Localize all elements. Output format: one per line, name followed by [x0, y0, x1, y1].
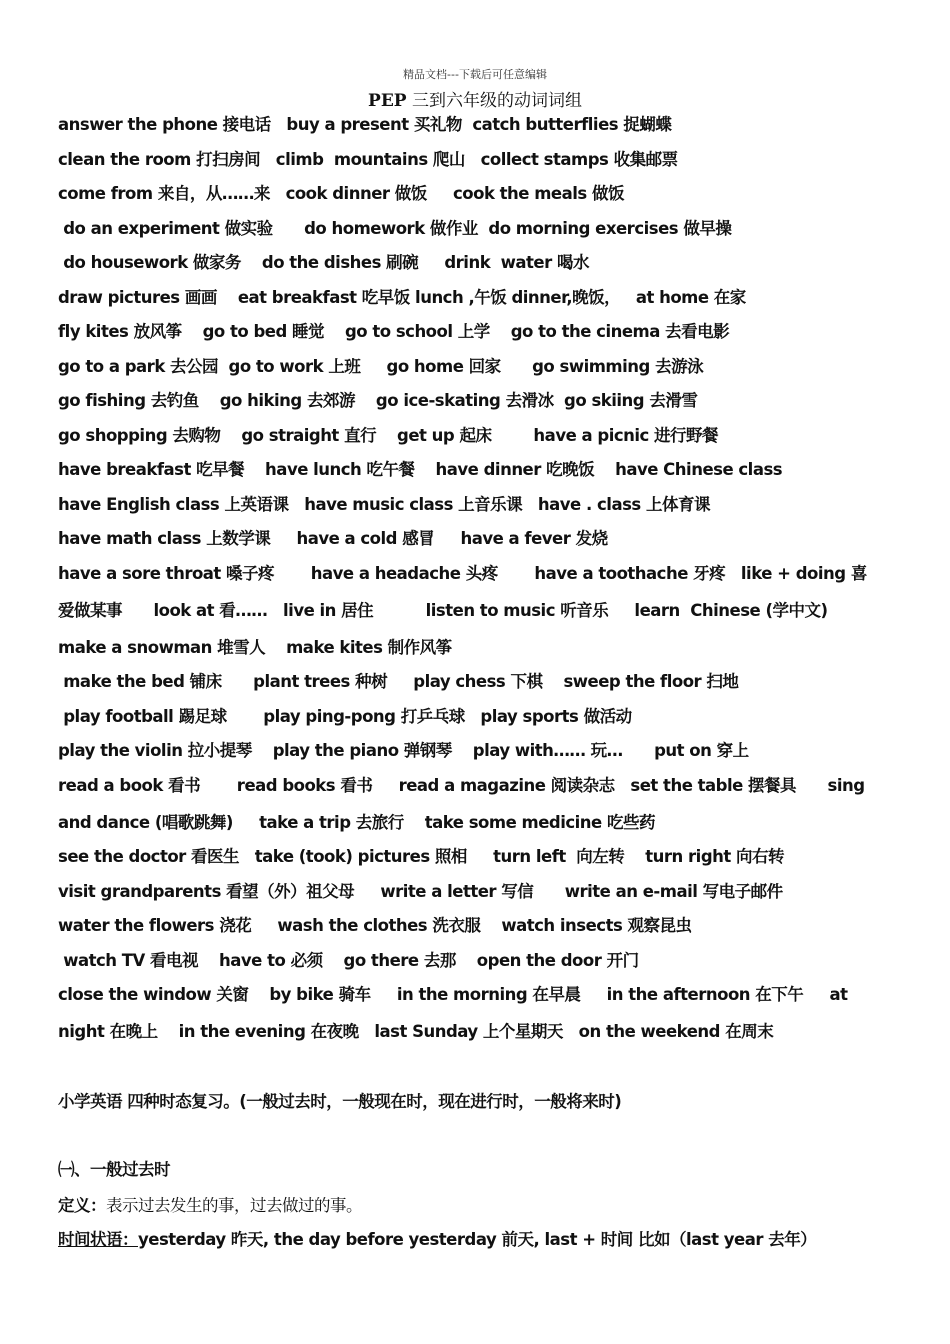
phrase-line: make a snowman 堆雪人 make kites 制作风筝: [58, 637, 452, 657]
phrase-line: see the doctor 看医生 take (took) pictures 照相 turn left 向左转 turn right 向右转: [58, 847, 785, 866]
phrase-line: have a sore throat 嗓子疼 have a headache 头疼 have a toothache 牙疼 like + doing 喜: [58, 563, 867, 583]
definition-line: [58, 1192, 908, 1216]
adverbial-line: [58, 1226, 908, 1250]
title-rest: 三到六年级的动词词组: [406, 91, 582, 111]
watermark-text: 精品文档---下载后可任意编辑: [403, 68, 547, 81]
adverbial-label: 时间状语：: [58, 1230, 138, 1249]
phrase-line: draw pictures 画画 eat breakfast 吃早饭 lunch ,午饭 dinner,晚饭， at home 在家: [58, 287, 746, 307]
phrase-line: fly kites 放风筝 go to bed 睡觉 go to school 上学 go to the cinema 去看电影: [58, 322, 730, 341]
phrase-line: water the flowers 浇花 wash the clothes 洗衣服 watch insects 观察昆虫: [58, 916, 692, 935]
page-title: [0, 86, 950, 111]
phrase-line: watch TV 看电视 have to 必须 go there 去那 open the door 开门: [58, 950, 639, 970]
phrase-line: answer the phone 接电话 buy a present 买礼物 catch butterflies 捉蝴蝶: [58, 115, 672, 134]
phrase-line: close the window 关窗 by bike 骑车 in the morning 在早晨 in the afternoon 在下午 at: [58, 985, 848, 1004]
phrase-line: clean the room 打扫房间 climb mountains 爬山 collect stamps 收集邮票: [58, 149, 678, 169]
phrase-line: come from 来自，从……来 cook dinner 做饭 cook the meals 做饭: [58, 184, 624, 203]
tense-heading: ㈠、一般过去时: [58, 1160, 170, 1179]
adverbial-text: yesterday 昨天, the day before yesterday 前天, last + 时间 比如（last year 去年）: [138, 1230, 817, 1249]
phrase-line: read a book 看书 read books 看书 read a magazine 阅读杂志 set the table 摆餐具 sing: [58, 775, 865, 795]
phrase-line: visit grandparents 看望（外）祖父母 write a letter 写信 write an e-mail 写电子邮件: [58, 881, 783, 901]
phrase-line: make the bed 铺床 plant trees 种树 play chess 下棋 sweep the floor 扫地: [58, 672, 739, 691]
phrase-line: have English class 上英语课 have music class 上音乐课 have . class 上体育课: [58, 494, 710, 514]
definition-label: 定义：: [58, 1196, 106, 1215]
phrase-line: have math class 上数学课 have a cold 感冒 have a fever 发烧: [58, 529, 608, 548]
tense-intro: 小学英语 四种时态复习。(一般过去时，一般现在时，现在进行时，一般将来时): [58, 1092, 622, 1111]
phrase-line: 爱做某事 look at 看…… live in 居住 listen to music 听音乐 learn Chinese (学中文): [58, 600, 828, 620]
phrase-line: go shopping 去购物 go straight 直行 get up 起床 have a picnic 进行野餐: [58, 425, 719, 445]
phrase-line: play the violin 拉小提琴 play the piano 弹钢琴 play with…… 玩… put on 穿上: [58, 741, 749, 760]
phrase-line: do housework 做家务 do the dishes 刷碗 drink water 喝水: [58, 253, 590, 272]
phrase-line: go to a park 去公园 go to work 上班 go home 回家 go swimming 去游泳: [58, 356, 704, 376]
title-prefix: PEP: [368, 91, 407, 111]
phrase-line: go fishing 去钓鱼 go hiking 去郊游 go ice-skating 去滑冰 go skiing 去滑雪: [58, 391, 698, 410]
phrase-line: play football 踢足球 play ping-pong 打乒乓球 play sports 做活动: [58, 706, 632, 726]
phrase-line: and dance (唱歌跳舞) take a trip 去旅行 take some medicine 吃些药: [58, 812, 655, 832]
phrase-line: do an experiment 做实验 do homework 做作业 do morning exercises 做早操: [58, 218, 732, 238]
phrase-list: [58, 110, 908, 1052]
definition-text: 表示过去发生的事，过去做过的事。: [106, 1196, 362, 1215]
phrase-line: have breakfast 吃早餐 have lunch 吃午餐 have dinner 吃晚饭 have Chinese class: [58, 460, 783, 479]
phrase-line: night 在晚上 in the evening 在夜晚 last Sunday 上个星期天 on the weekend 在周末: [58, 1022, 774, 1041]
